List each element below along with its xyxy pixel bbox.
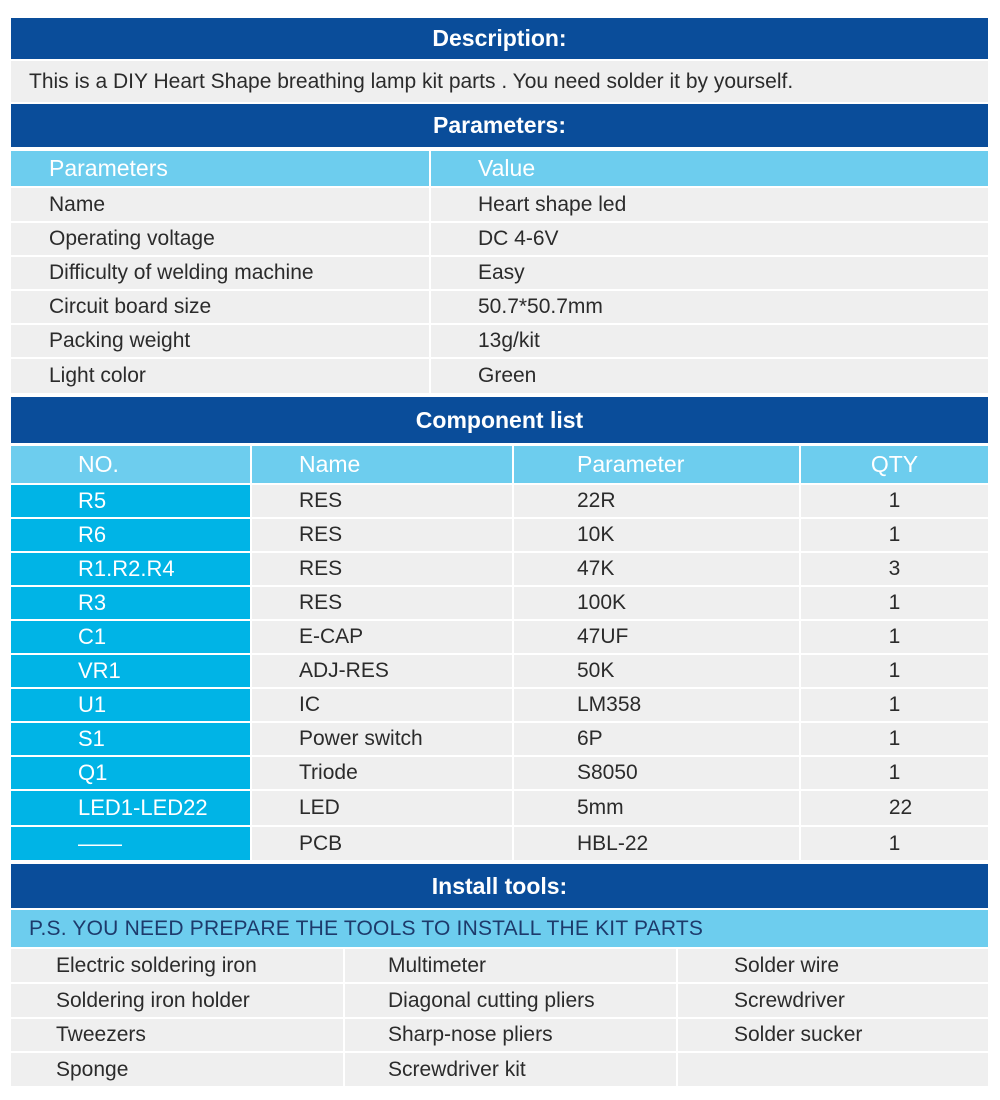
list-item: [11, 1019, 988, 1051]
components-title: Component list: [11, 397, 988, 443]
param-value: Green: [431, 359, 988, 393]
components-header-parameter: Parameter: [514, 446, 799, 483]
component-name: RES: [252, 485, 512, 517]
param-name: Light color: [11, 359, 429, 393]
component-no: R6: [11, 519, 250, 551]
table-row: [11, 655, 988, 687]
component-parameter: S8050: [514, 757, 799, 789]
param-value: Heart shape led: [431, 188, 988, 221]
component-qty: 1: [801, 519, 988, 551]
component-no: R5: [11, 485, 250, 517]
tool-item: Soldering iron holder: [11, 984, 343, 1017]
component-no: R1.R2.R4: [11, 553, 250, 585]
parameters-header-name: Parameters: [11, 151, 429, 186]
component-name: ADJ-RES: [252, 655, 512, 687]
table-row: [11, 188, 988, 221]
component-no: C1: [11, 621, 250, 653]
component-qty: 22: [801, 791, 988, 825]
component-parameter: LM358: [514, 689, 799, 721]
table-row: [11, 257, 988, 289]
component-qty: 1: [801, 827, 988, 860]
component-name: E-CAP: [252, 621, 512, 653]
component-qty: 1: [801, 689, 988, 721]
component-parameter: 22R: [514, 485, 799, 517]
component-name: Power switch: [252, 723, 512, 755]
table-row: [11, 519, 988, 551]
table-row: [11, 689, 988, 721]
components-header-name: Name: [252, 446, 512, 483]
param-value: 13g/kit: [431, 325, 988, 357]
component-no: LED1-LED22: [11, 791, 250, 825]
param-value: DC 4-6V: [431, 223, 988, 255]
component-qty: 1: [801, 587, 988, 619]
parameters-title: Parameters:: [11, 104, 988, 147]
tool-item: Electric soldering iron: [11, 949, 343, 982]
component-name: LED: [252, 791, 512, 825]
component-parameter: 47K: [514, 553, 799, 585]
tool-item: Diagonal cutting pliers: [345, 984, 676, 1017]
component-qty: 3: [801, 553, 988, 585]
parameters-header-value: Value: [431, 151, 988, 186]
table-row: [11, 359, 988, 393]
param-name: Name: [11, 188, 429, 221]
table-row: [11, 553, 988, 585]
component-parameter: 50K: [514, 655, 799, 687]
component-name: RES: [252, 587, 512, 619]
component-name: IC: [252, 689, 512, 721]
param-value: Easy: [431, 257, 988, 289]
components-header-row: [11, 446, 988, 483]
table-row: [11, 791, 988, 825]
tool-item: Solder sucker: [678, 1019, 988, 1051]
component-name: PCB: [252, 827, 512, 860]
component-no: Q1: [11, 757, 250, 789]
component-no: ——: [11, 827, 250, 860]
component-parameter: HBL-22: [514, 827, 799, 860]
table-row: [11, 485, 988, 517]
components-header-qty: QTY: [801, 446, 988, 483]
description-title: Description:: [11, 18, 988, 59]
tool-item: Sponge: [11, 1053, 343, 1086]
tool-item: Screwdriver kit: [345, 1053, 676, 1086]
list-item: [11, 984, 988, 1017]
component-name: RES: [252, 553, 512, 585]
tool-item: Tweezers: [11, 1019, 343, 1051]
component-parameter: 6P: [514, 723, 799, 755]
tool-item: Screwdriver: [678, 984, 988, 1017]
component-parameter: 10K: [514, 519, 799, 551]
components-header-no: NO.: [11, 446, 250, 483]
param-name: Difficulty of welding machine: [11, 257, 429, 289]
component-qty: 1: [801, 655, 988, 687]
component-parameter: 47UF: [514, 621, 799, 653]
tools-note: P.S. YOU NEED PREPARE THE TOOLS TO INSTALL THE KIT PARTS: [11, 910, 988, 947]
tool-item: Multimeter: [345, 949, 676, 982]
component-no: VR1: [11, 655, 250, 687]
component-no: R3: [11, 587, 250, 619]
description-text: This is a DIY Heart Shape breathing lamp kit parts . You need solder it by yourself.: [11, 61, 988, 102]
component-qty: 1: [801, 485, 988, 517]
parameters-header-row: [11, 151, 988, 186]
table-row: [11, 587, 988, 619]
component-no: S1: [11, 723, 250, 755]
component-qty: 1: [801, 723, 988, 755]
tools-title: Install tools:: [11, 864, 988, 908]
table-row: [11, 325, 988, 357]
table-row: [11, 621, 988, 653]
param-value: 50.7*50.7mm: [431, 291, 988, 323]
component-name: Triode: [252, 757, 512, 789]
tool-item: Sharp-nose pliers: [345, 1019, 676, 1051]
table-row: [11, 291, 988, 323]
component-parameter: 100K: [514, 587, 799, 619]
tool-item: [678, 1053, 988, 1086]
param-name: Operating voltage: [11, 223, 429, 255]
component-qty: 1: [801, 621, 988, 653]
list-item: [11, 949, 988, 982]
table-row: [11, 757, 988, 789]
component-qty: 1: [801, 757, 988, 789]
component-name: RES: [252, 519, 512, 551]
table-row: [11, 827, 988, 860]
param-name: Circuit board size: [11, 291, 429, 323]
tool-item: Solder wire: [678, 949, 988, 982]
list-item: [11, 1053, 988, 1086]
param-name: Packing weight: [11, 325, 429, 357]
table-row: [11, 723, 988, 755]
table-row: [11, 223, 988, 255]
component-parameter: 5mm: [514, 791, 799, 825]
component-no: U1: [11, 689, 250, 721]
